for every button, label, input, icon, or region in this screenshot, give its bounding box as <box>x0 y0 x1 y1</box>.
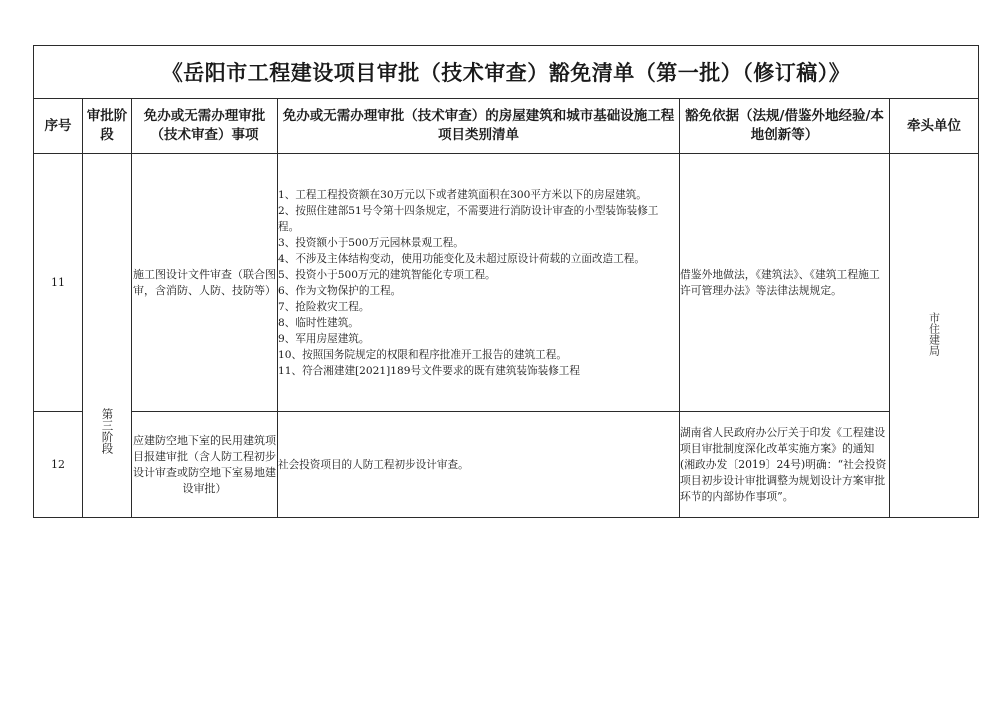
table-row <box>34 154 979 412</box>
list-item: 5、投资小于500万元的建筑智能化专项工程。 <box>278 268 496 281</box>
list-item: 9、军用房屋建筑。 <box>278 332 370 345</box>
row-list <box>278 154 680 412</box>
header-list: 免办或无需办理审批（技术审查）的房屋建筑和城市基础设施工程项目类别清单 <box>278 99 680 154</box>
list-item: 8、临时性建筑。 <box>278 316 359 329</box>
list-item: 社会投资项目的人防工程初步设计审查。 <box>278 458 469 471</box>
row-item: 应建防空地下室的民用建筑项目报建审批（含人防工程初步设计审查或防空地下室易地建设审批） <box>132 412 278 518</box>
header-row <box>34 99 979 154</box>
list-item: 1、工程工程投资额在30万元以下或者建筑面积在300平方米以下的房屋建筑。 <box>278 188 647 201</box>
list-item: 4、不涉及主体结构变动，使用功能变化及未超过原设计荷载的立面改造工程。 <box>278 252 645 265</box>
list-item: 6、作为文物保护的工程。 <box>278 284 402 297</box>
lead-unit: 市住建局 <box>927 312 941 356</box>
header-basis: 豁免依据（法规/借鉴外地经验/本地创新等） <box>680 99 890 154</box>
row-basis: 湖南省人民政府办公厅关于印发《工程建设项目审批制度深化改革实施方案》的通知(湘政办发〔2019〕24号)明确：“社会投资项目初步设计审批调整为规划设计方案审批环节的内部协作事项”。 <box>680 412 890 518</box>
header-seq: 序号 <box>34 99 83 154</box>
list-item: 7、抢险救灾工程。 <box>278 300 370 313</box>
lead-cell <box>890 154 979 518</box>
document-title: 《岳阳市工程建设项目审批（技术审查）豁免清单（第一批）（修订稿）》 <box>34 46 979 99</box>
stage-label: 第三阶段 <box>100 407 115 454</box>
header-lead: 牵头单位 <box>890 99 979 154</box>
row-list <box>278 412 680 518</box>
header-stage: 审批阶段 <box>83 99 132 154</box>
list-item: 3、投资额小于500万元园林景观工程。 <box>278 236 464 249</box>
list-item: 10、按照国务院规定的权限和程序批准开工报告的建筑工程。 <box>278 348 567 361</box>
list-item: 11、符合湘建建[2021]189号文件要求的既有建筑装饰装修工程 <box>278 364 580 377</box>
row-item: 施工图设计文件审查（联合图审，含消防、人防、技防等） <box>132 154 278 412</box>
table-row <box>34 412 979 518</box>
header-item: 免办或无需办理审批（技术审查）事项 <box>132 99 278 154</box>
row-basis: 借鉴外地做法，《建筑法》、《建筑工程施工许可管理办法》等法律法规规定。 <box>680 154 890 412</box>
list-item: 2、按照住建部51号令第十四条规定，不需要进行消防设计审查的小型装饰装修工程。 <box>278 204 659 233</box>
exemption-table <box>33 45 979 518</box>
row-seq: 11 <box>34 154 83 412</box>
row-seq: 12 <box>34 412 83 518</box>
stage-cell <box>83 154 132 518</box>
